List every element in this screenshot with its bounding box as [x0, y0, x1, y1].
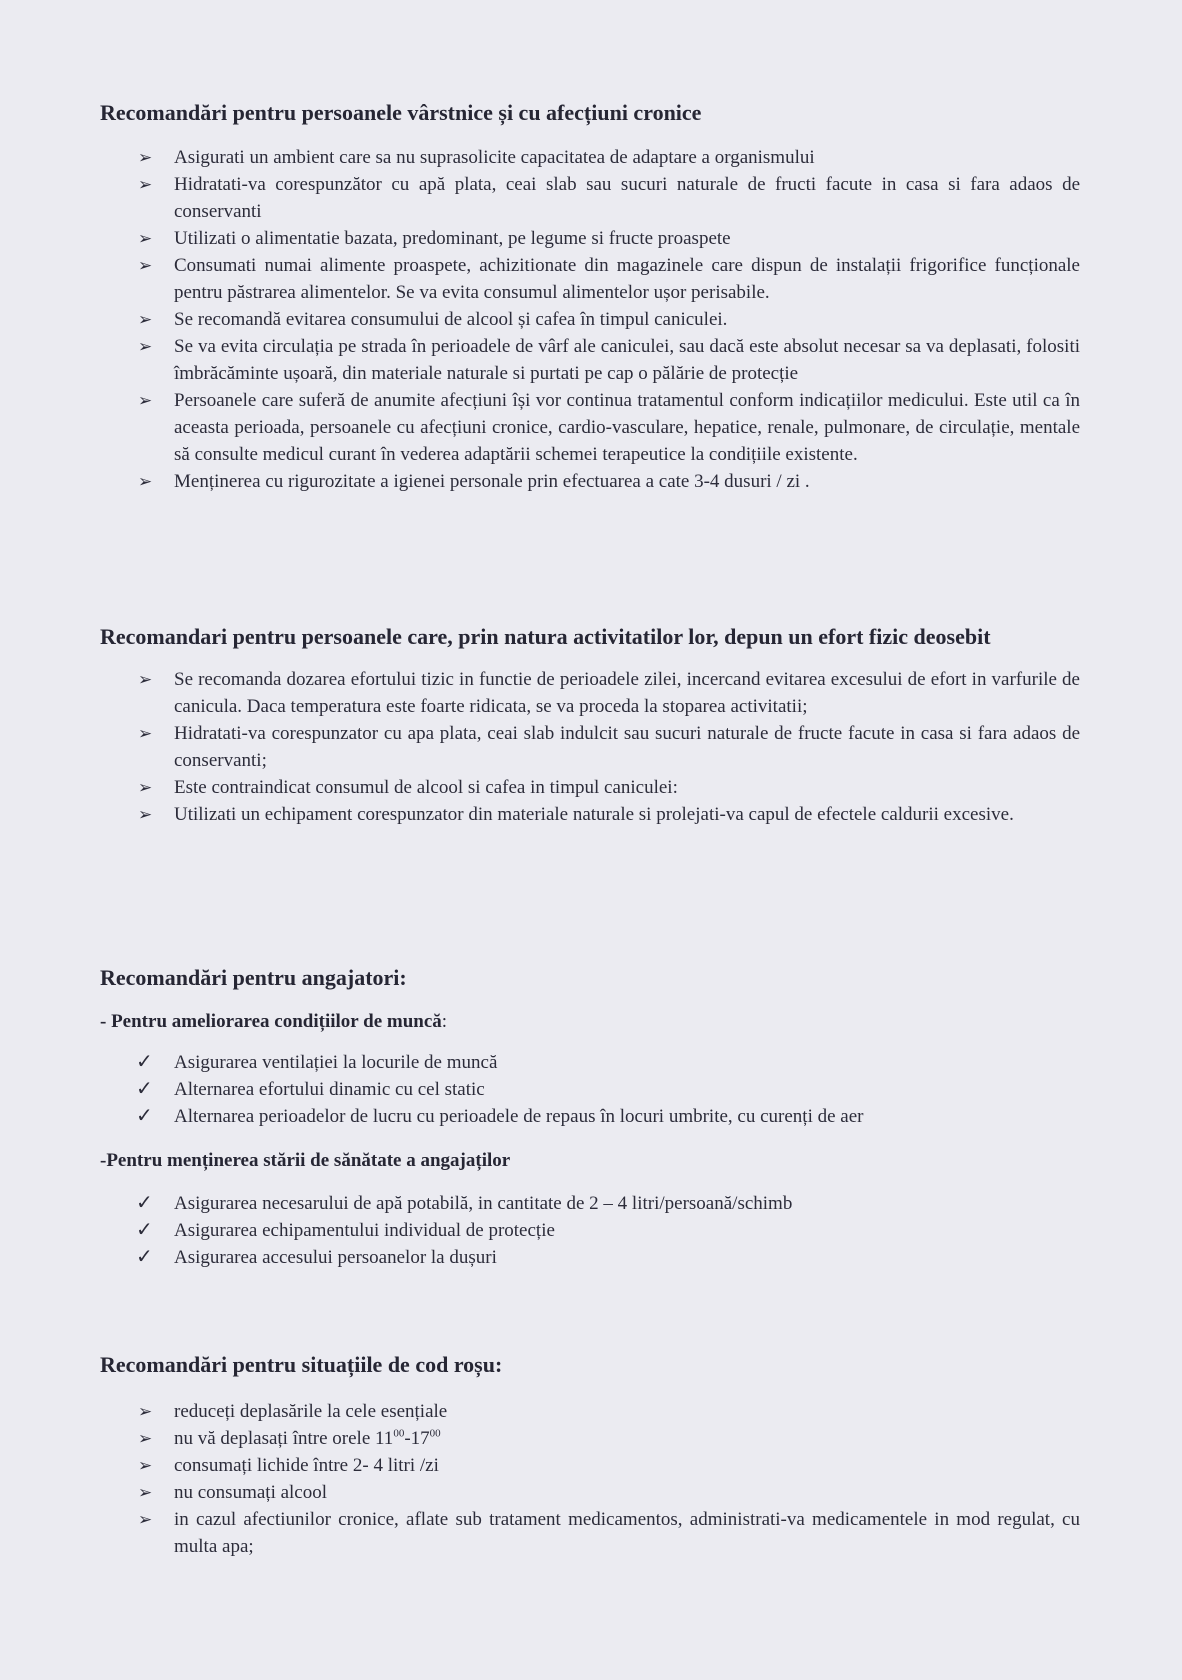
list-item-text: reduceți deplasările la cele esențiale [174, 1401, 448, 1422]
list-item [100, 387, 1080, 468]
list-item-text: Alternarea efortului dinamic cu cel static [174, 1079, 485, 1100]
section-elderly [100, 98, 1080, 495]
checkmark-bullet-icon: ✓ [136, 1219, 153, 1241]
list-item [100, 1452, 1080, 1479]
list-item-text: Hidratati-va corespunzător cu apă plata, ceai slab sau sucuri naturale de fructi facute in casa si fara adaos de conservanti [174, 174, 1080, 222]
section-physical-effort [100, 622, 1080, 828]
list-item [100, 801, 1080, 828]
hour-superscript: 00 [429, 1427, 441, 1440]
list-item-text: Asigurati un ambient care sa nu suprasolicite capacitatea de adaptare a organismului [174, 147, 815, 168]
list-item-text: nu vă deplasați între orele 11 [174, 1428, 394, 1449]
list-item [100, 1190, 1080, 1217]
list-item [100, 252, 1080, 306]
list-item [100, 1506, 1080, 1560]
section-title-physical-effort: Recomandari pentru persoanele care, prin natura activitatilor lor, depun un efort fizic deosebit [100, 624, 991, 649]
checkmark-bullet-icon: ✓ [136, 1192, 153, 1214]
list-item-text: nu consumați alcool [174, 1482, 328, 1503]
checkmark-bullet-icon: ✓ [136, 1105, 153, 1127]
arrow-bullet-icon: ➢ [138, 337, 153, 356]
list-item [100, 1049, 1080, 1076]
list-item-text: in cazul afectiunilor cronice, aflate sub tratament medicamentos, administrati-va medicamentele in mod regulat, cu multa apa; [174, 1509, 1080, 1557]
list-item-text: consumați lichide între 2- 4 litri /zi [174, 1455, 439, 1476]
list-item [100, 1244, 1080, 1271]
list-item [100, 1479, 1080, 1506]
arrow-bullet-icon: ➢ [138, 1402, 153, 1421]
list-item-text: Asigurarea echipamentului individual de protecție [174, 1220, 555, 1241]
arrow-bullet-icon: ➢ [138, 670, 153, 689]
arrow-bullet-icon: ➢ [138, 175, 153, 194]
list-item-text: Persoanele care suferă de anumite afecțiuni își vor continua tratamentul conform indicațiilor medicului. Este util ca în aceasta perioada, persoanele cu afecțiuni cronice, cardio-vasculare, hepatice, renale, pulmonare, de circulație, mentale să consulte medicul curant în vederea adaptării schemei terapeutice la condițiile existente. [174, 390, 1080, 465]
arrow-bullet-icon: ➢ [138, 778, 153, 797]
list-item-text: Asigurarea accesului persoanelor la dușuri [174, 1247, 497, 1268]
list-item [100, 1076, 1080, 1103]
checkmark-bullet-icon: ✓ [136, 1246, 153, 1268]
list-item [100, 1103, 1080, 1130]
list-item [100, 468, 1080, 495]
arrow-bullet-icon: ➢ [138, 724, 153, 743]
work-conditions-colon: : [441, 1011, 448, 1032]
list-item-text: Este contraindicat consumul de alcool si cafea in timpul caniculei: [174, 777, 678, 798]
section-title-employers: Recomandări pentru angajatori: [100, 965, 407, 990]
section-title-red-code: Recomandări pentru situațiile de cod roșu: [100, 1352, 503, 1377]
arrow-bullet-icon: ➢ [138, 1510, 153, 1529]
arrow-bullet-icon: ➢ [138, 256, 153, 275]
list-item-text: Se recomandă evitarea consumului de alcool și cafea în timpul caniculei. [174, 309, 728, 330]
arrow-bullet-icon: ➢ [138, 1483, 153, 1502]
list-item-text-hour: -17 [404, 1428, 430, 1449]
list-item [100, 1217, 1080, 1244]
arrow-bullet-icon: ➢ [138, 1456, 153, 1475]
arrow-bullet-icon: ➢ [138, 391, 153, 410]
list-item [100, 666, 1080, 720]
arrow-bullet-icon: ➢ [138, 1429, 153, 1448]
list-item [100, 774, 1080, 801]
list-item-text: Se va evita circulația pe strada în perioadele de vârf ale caniculei, sau dacă este absolut necesar sa va deplasati, folositi îmbrăcăminte ușoară, din materiale naturale si purtati pe cap o pălărie de protecție [174, 336, 1080, 384]
list-item-text: Asigurarea ventilației la locurile de muncă [174, 1052, 498, 1073]
list-item-text: Se recomanda dozarea efortului tizic in functie de perioadele zilei, incercand evitarea excesului de efort in varfurile de canicula. Daca temperatura este foarte ridicata, se va proceda la stoparea activitatii; [174, 669, 1080, 717]
list-item [100, 225, 1080, 252]
work-conditions-label: - Pentru ameliorarea condițiilor de muncă [100, 1011, 442, 1032]
list-item-text: Hidratati-va corespunzator cu apa plata, ceai slab indulcit sau sucuri naturale de fructe facute in casa si fara adaos de conservanti; [174, 723, 1080, 771]
section-employers [100, 963, 1080, 1271]
list-item [100, 1398, 1080, 1425]
arrow-bullet-icon: ➢ [138, 229, 153, 248]
list-item [100, 1425, 1080, 1452]
list-item [100, 144, 1080, 171]
employers-subtitle-work-conditions [100, 1009, 1080, 1035]
arrow-bullet-icon: ➢ [138, 472, 153, 491]
arrow-bullet-icon: ➢ [138, 148, 153, 167]
work-conditions-list [100, 1049, 1080, 1130]
checkmark-bullet-icon: ✓ [136, 1051, 153, 1073]
list-item-text: Utilizati un echipament corespunzator din materiale naturale si prolejati-va capul de efectele caldurii excesive. [174, 804, 1014, 825]
list-item-text: Menținerea cu rigurozitate a igienei personale prin efectuarea a cate 3-4 dusuri / zi . [174, 471, 810, 492]
checkmark-bullet-icon: ✓ [136, 1078, 153, 1100]
list-item-text: Asigurarea necesarului de apă potabilă, in cantitate de 2 – 4 litri/persoană/schimb [174, 1193, 793, 1214]
section-red-code [100, 1350, 1080, 1560]
arrow-bullet-icon: ➢ [138, 805, 153, 824]
list-item-text: Utilizati o alimentatie bazata, predominant, pe legume si fructe proaspete [174, 228, 731, 249]
section-title-elderly: Recomandări pentru persoanele vârstnice și cu afecțiuni cronice [100, 100, 702, 125]
list-item [100, 333, 1080, 387]
list-item-text: Consumati numai alimente proaspete, achizitionate din magazinele care dispun de instalații frigorifice funcționale pentru păstrarea alimentelor. Se va evita consumul alimentelor ușor perisabile. [174, 255, 1080, 303]
list-item [100, 171, 1080, 225]
list-item [100, 720, 1080, 774]
red-code-list [100, 1398, 1080, 1560]
health-list [100, 1190, 1080, 1271]
list-item [100, 306, 1080, 333]
list-item-text: Alternarea perioadelor de lucru cu perioadele de repaus în locuri umbrite, cu curenți de aer [174, 1106, 864, 1127]
hour-superscript: 00 [393, 1427, 405, 1440]
elderly-list [100, 144, 1080, 495]
physical-effort-list [100, 666, 1080, 828]
employers-subtitle-health: -Pentru menținerea stării de sănătate a angajaților [100, 1150, 511, 1171]
arrow-bullet-icon: ➢ [138, 310, 153, 329]
